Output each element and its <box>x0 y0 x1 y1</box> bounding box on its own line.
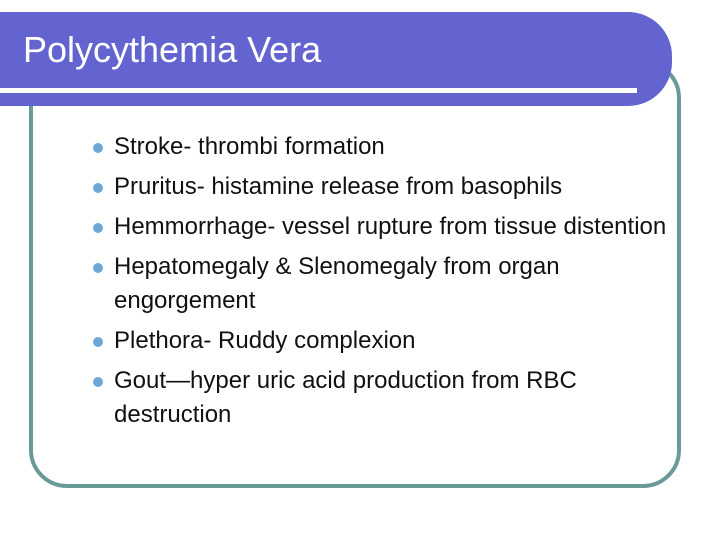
bullet-text: Gout—hyper uric acid production from RBC destruction <box>114 367 577 428</box>
bullet-dot-icon <box>93 263 103 273</box>
bullet-dot-icon <box>93 377 103 387</box>
title-underline <box>0 88 637 93</box>
bullet-item-pruritus <box>93 170 668 204</box>
bullet-text: Stroke- thrombi formation <box>114 133 385 160</box>
bullet-list <box>93 130 668 438</box>
bullet-item-gout <box>93 364 668 432</box>
bullet-dot-icon <box>93 223 103 233</box>
bullet-dot-icon <box>93 183 103 193</box>
bullet-dot-icon <box>93 143 103 153</box>
bullet-text: Hepatomegaly & Slenomegaly from organ engorgement <box>114 253 560 314</box>
bullet-text: Pruritus- histamine release from basophils <box>114 173 563 200</box>
bullet-item-hemorrhage <box>93 210 668 244</box>
bullet-dot-icon <box>93 337 103 347</box>
bullet-text: Plethora- Ruddy complexion <box>114 327 416 354</box>
bullet-item-hepatomegaly <box>93 250 668 318</box>
slide-title: Polycythemia Vera <box>23 29 322 70</box>
bullet-item-plethora <box>93 324 668 358</box>
bullet-text: Hemmorrhage- vessel rupture from tissue distention <box>114 213 667 240</box>
bullet-item-stroke <box>93 130 668 164</box>
